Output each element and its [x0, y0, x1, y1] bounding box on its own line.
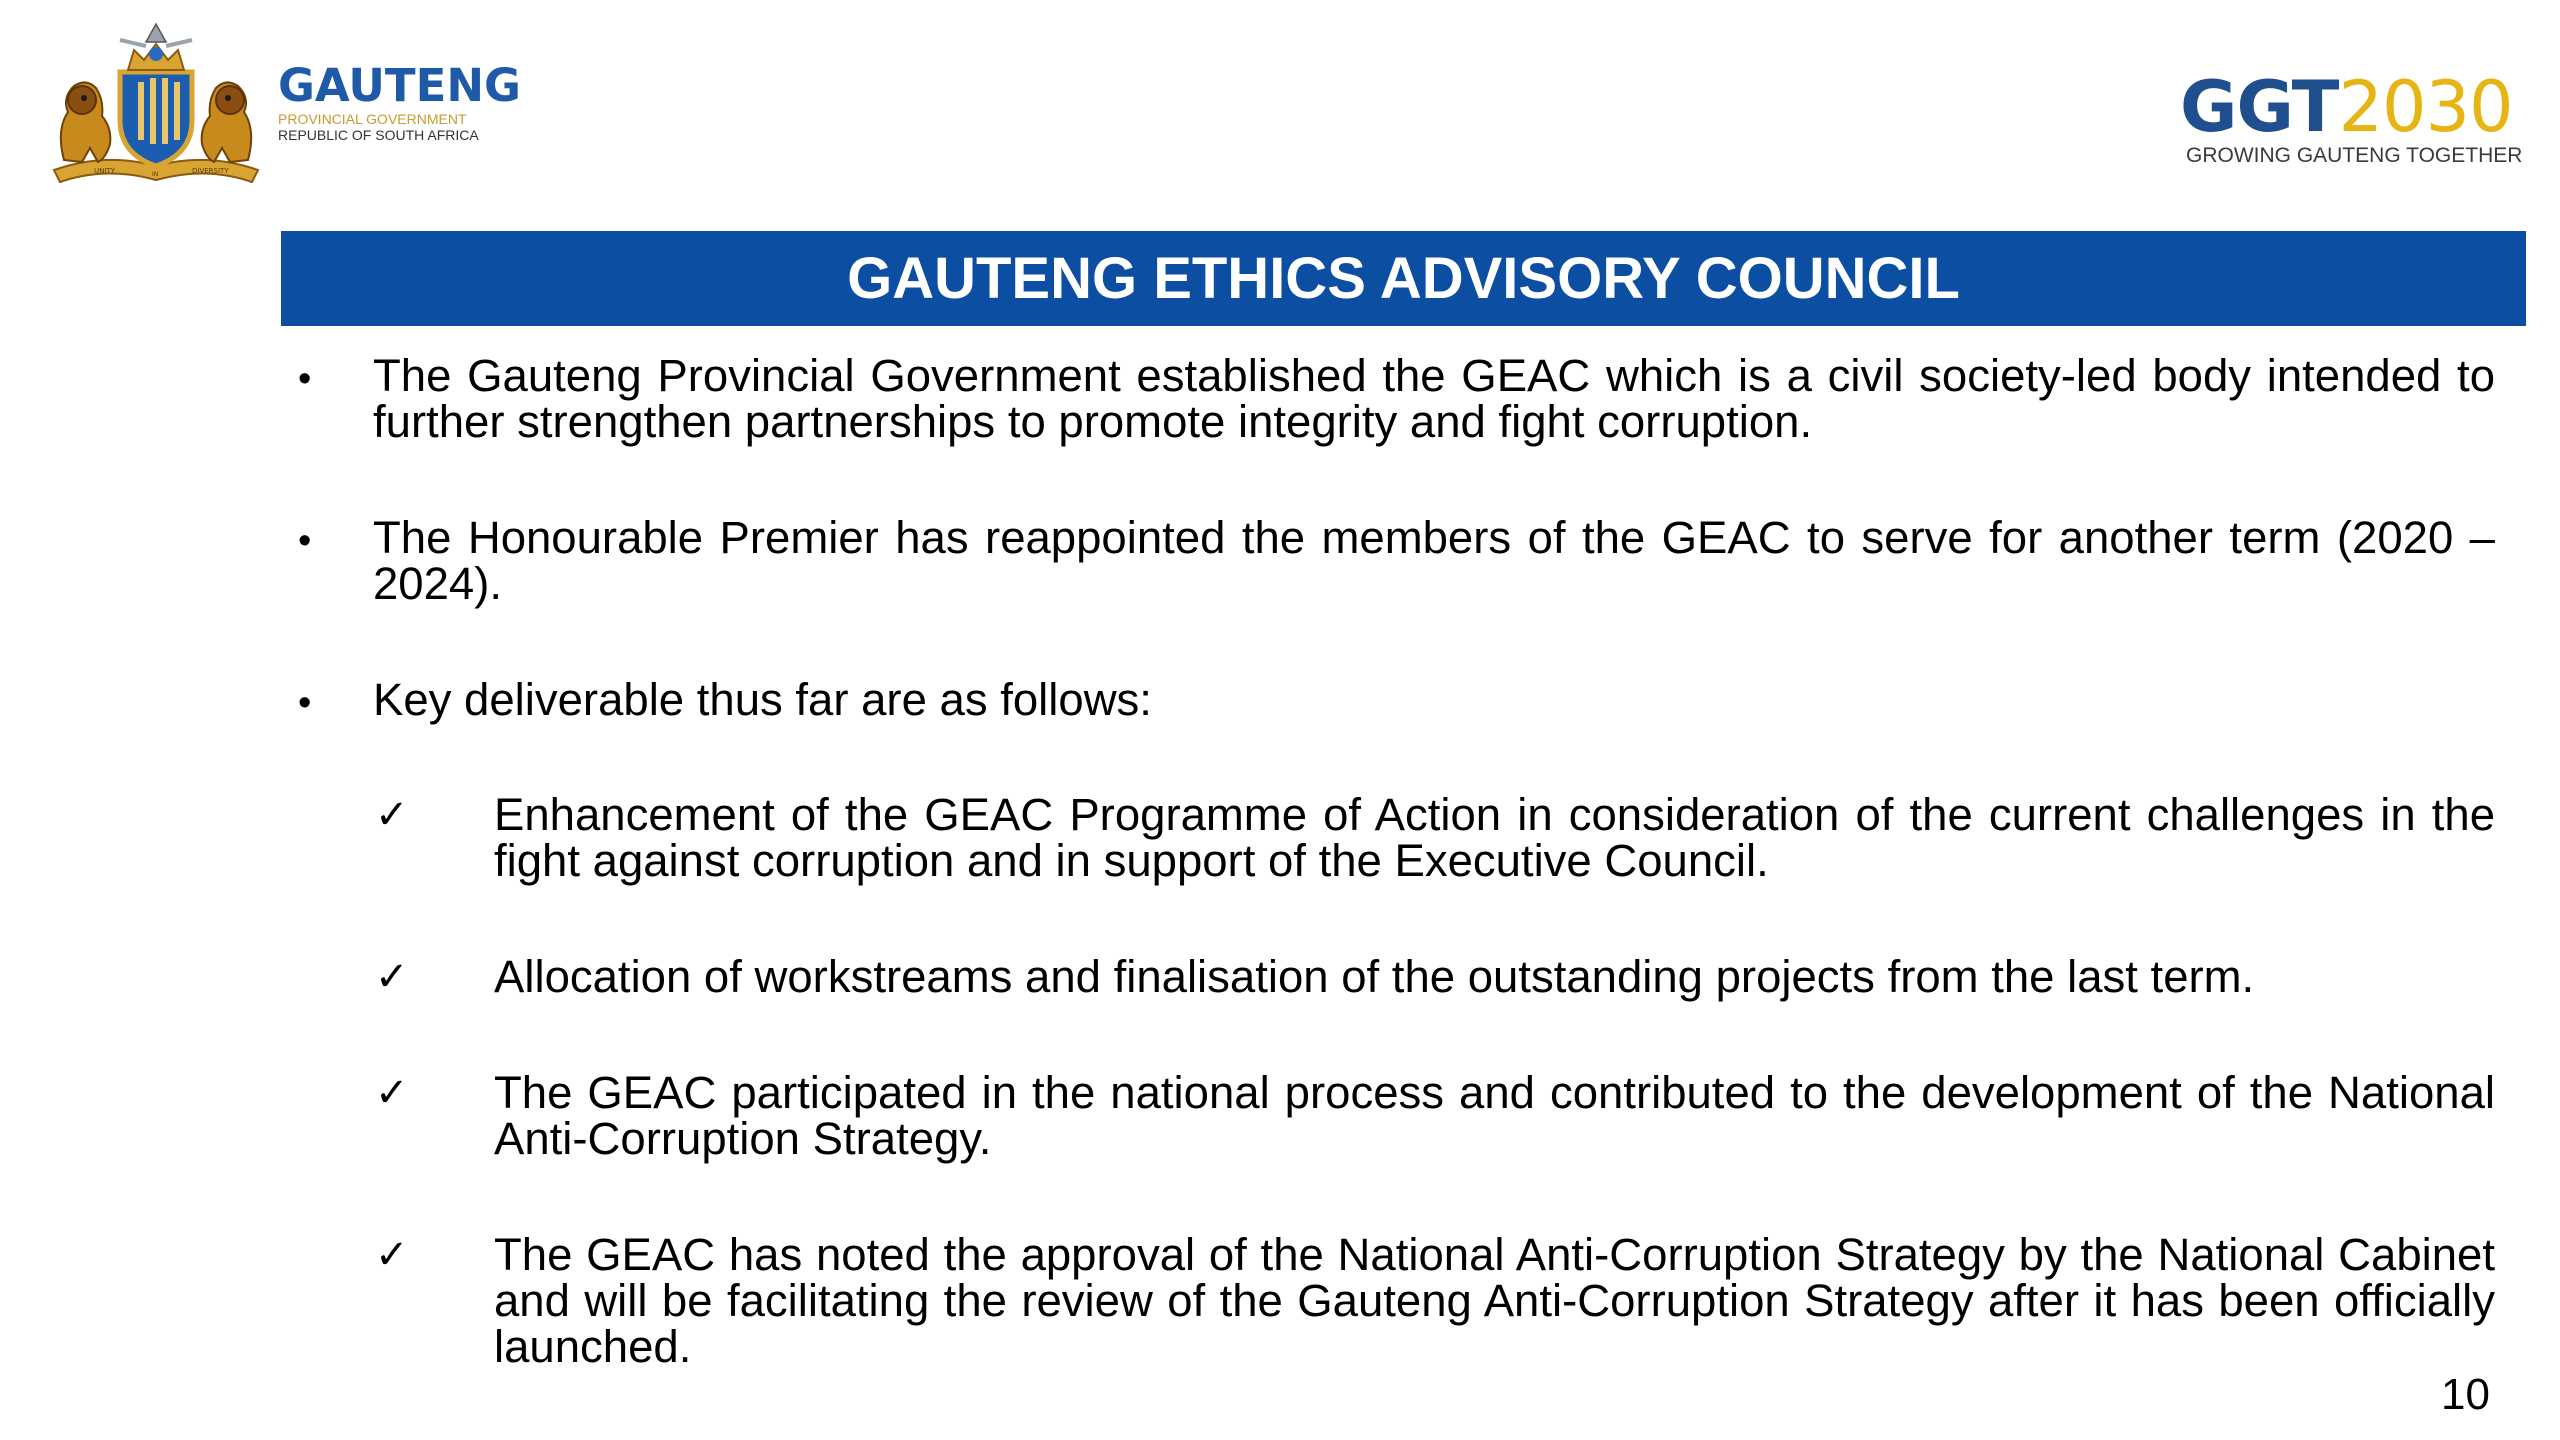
provincial-government-text: PROVINCIAL GOVERNMENT [278, 110, 467, 127]
check-item-2: Allocation of workstreams and finalisation of the outstanding projects from the last term. [494, 951, 2255, 1002]
republic-text: REPUBLIC OF SOUTH AFRICA [278, 126, 479, 143]
bullet-item-2: The Honourable Premier has reappointed the members of the GEAC to serve for another term (2020 – 2024). [373, 512, 2495, 609]
bullet-icon: • [298, 358, 312, 400]
gauteng-name: GAUTENG [278, 58, 521, 112]
checkmark-icon: ✓ [375, 1070, 409, 1116]
checkmark-icon: ✓ [375, 792, 409, 838]
year-text: 2030 [2338, 66, 2513, 148]
bullet-item-3: Key deliverable thus far are as follows: [373, 674, 1152, 725]
check-item-1: Enhancement of the GEAC Programme of Action in consideration of the current challenges in the fight against corruption and in support of the Executive Council. [494, 789, 2495, 886]
ribbon-right-text: DIVERSITY [192, 167, 229, 175]
bullet-icon: • [298, 520, 312, 562]
ribbon-mid-text: IN [152, 171, 159, 178]
checkmark-icon: ✓ [375, 1232, 409, 1278]
bullet-item-1: The Gauteng Provincial Government established the GEAC which is a civil society-led body intended to further strengthen partnerships to promote integrity and fight corruption. [373, 350, 2495, 447]
ribbon-left-text: UNITY [94, 167, 115, 175]
check-item-4: The GEAC has noted the approval of the National Anti-Corruption Strategy by the National Cabinet and will be facilitating the review of the Gauteng Anti-Corruption Strategy after it has been officially launched. [494, 1229, 2495, 1372]
slide-title: GAUTENG ETHICS ADVISORY COUNCIL [847, 246, 1960, 311]
page-number: 10 [2441, 1370, 2490, 1419]
checkmark-icon: ✓ [375, 954, 409, 1000]
check-item-3: The GEAC participated in the national process and contributed to the development of the National Anti-Corruption Strategy. [494, 1067, 2495, 1164]
bullet-icon: • [298, 682, 312, 724]
ggt-tagline: GROWING GAUTENG TOGETHER [2186, 144, 2523, 167]
ggt-text: GGT [2180, 66, 2339, 148]
